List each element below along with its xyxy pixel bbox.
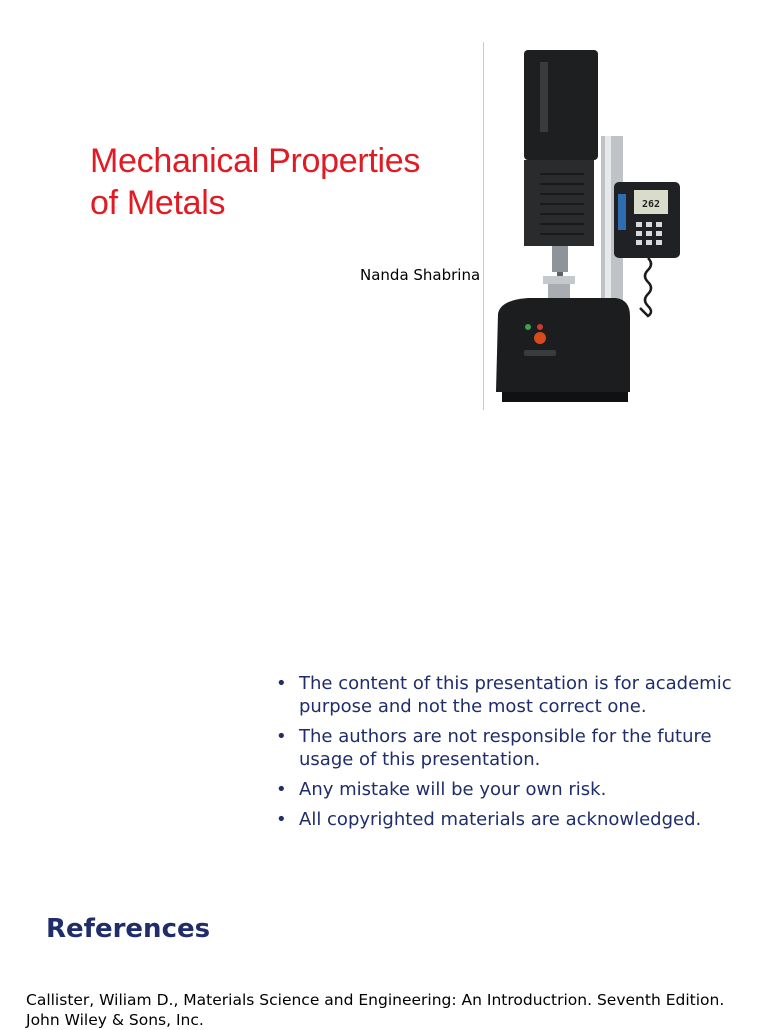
disclaimer-item: • Any mistake will be your own risk. bbox=[276, 778, 746, 801]
hardness-tester-image bbox=[488, 44, 688, 412]
disclaimer-item: • All copyrighted materials are acknowledged. bbox=[276, 808, 746, 831]
title-slide bbox=[0, 0, 768, 420]
references-heading: References bbox=[46, 914, 211, 944]
slide-title: Mechanical Properties of Metals bbox=[90, 142, 421, 222]
display-readout: 262 bbox=[641, 199, 661, 210]
disclaimer-list bbox=[276, 672, 746, 838]
author-name: Nanda Shabrina bbox=[360, 266, 481, 284]
slide-divider bbox=[483, 42, 484, 410]
reference-entry: Callister, Wiliam D., Materials Science and Engineering: An Introductrion. Seventh Edition. John Wiley & Sons, Inc. bbox=[26, 991, 725, 1029]
disclaimer-item: • The content of this presentation is for academic purpose and not the most correct one. bbox=[276, 672, 746, 718]
disclaimer-item: • The authors are not responsible for the future usage of this presentation. bbox=[276, 725, 746, 771]
